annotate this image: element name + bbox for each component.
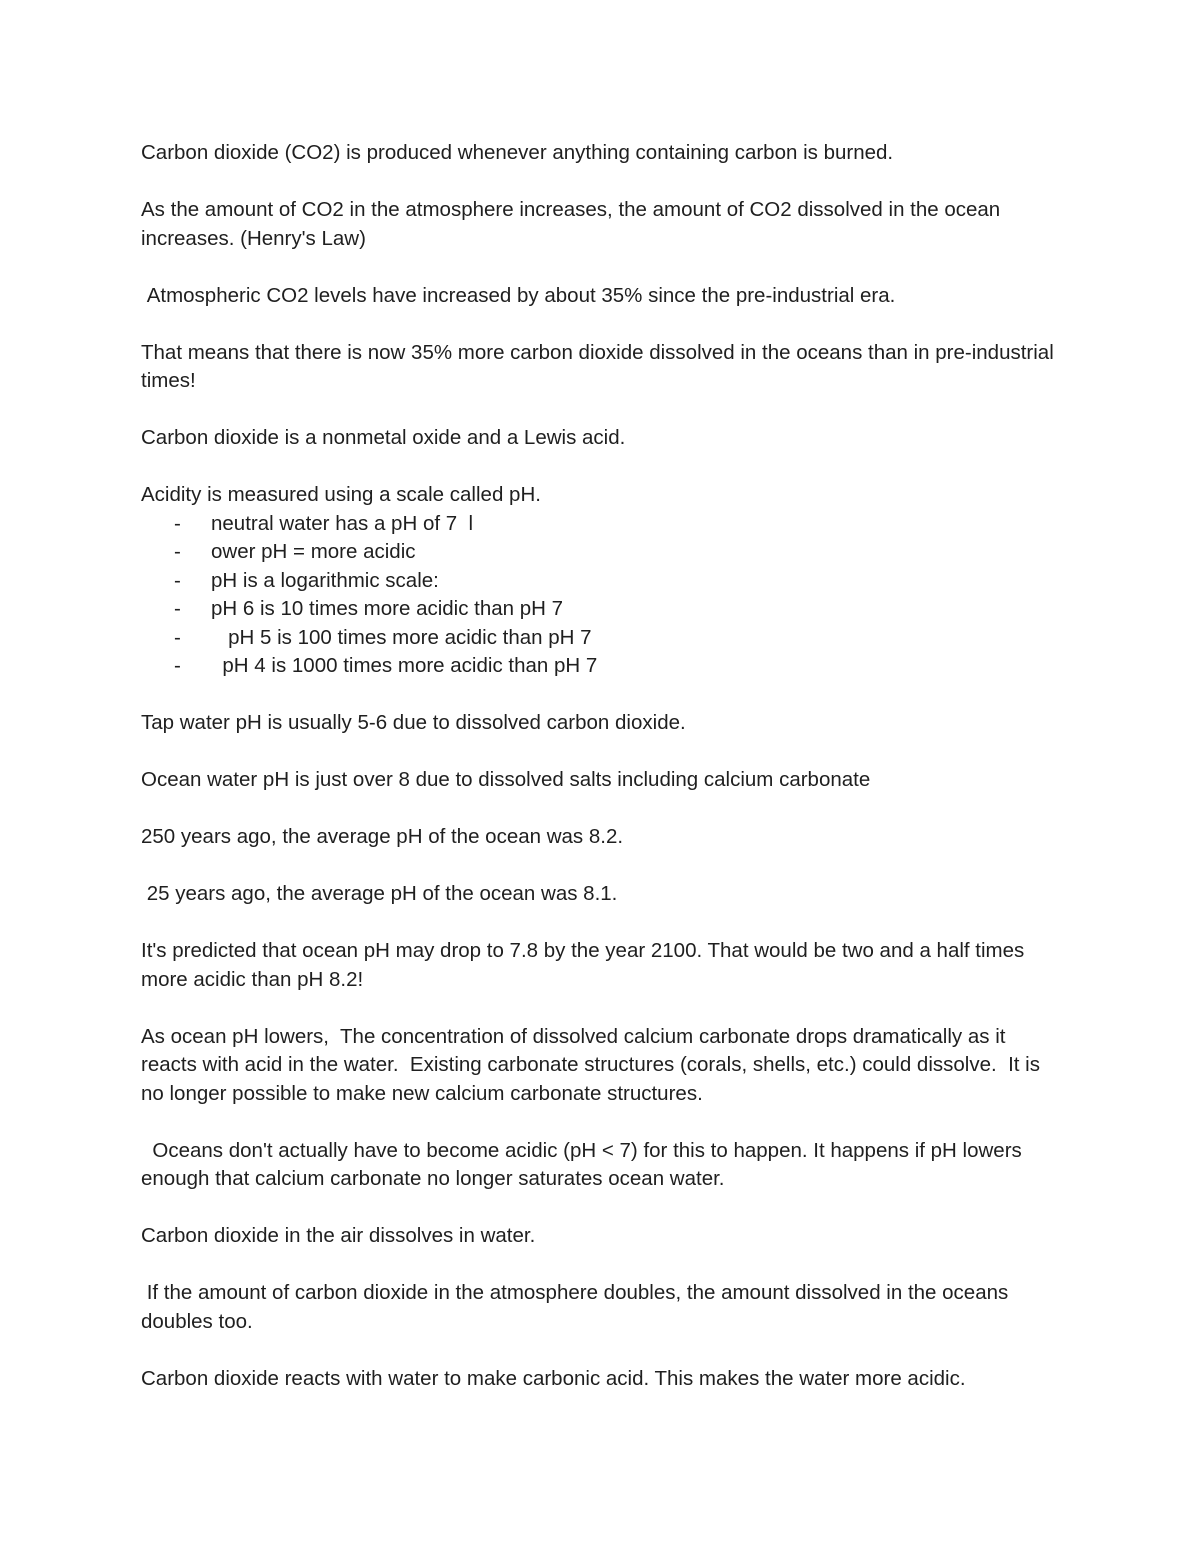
dash-marker: -	[174, 654, 181, 677]
paragraph: Carbon dioxide in the air dissolves in water.	[141, 1224, 536, 1247]
document-body	[141, 139, 1061, 1422]
list-item	[141, 538, 1061, 567]
paragraph: If the amount of carbon dioxide in the atmosphere doubles, the amount dissolved in the oceans doubles too.	[141, 1281, 1014, 1333]
paragraph: Atmospheric CO2 levels have increased by about 35% since the pre-industrial era.	[141, 283, 896, 307]
paragraph: Carbon dioxide (CO2) is produced whenever anything containing carbon is burned.	[141, 141, 894, 164]
paragraph: Carbon dioxide is a nonmetal oxide and a Lewis acid.	[141, 426, 626, 449]
paragraph: Tap water pH is usually 5-6 due to dissolved carbon dioxide.	[141, 711, 686, 734]
list-item	[141, 595, 1061, 624]
dash-marker: -	[174, 540, 181, 563]
paragraph: Carbon dioxide reacts with water to make carbonic acid. This makes the water more acidic.	[141, 1366, 966, 1390]
paragraph: It's predicted that ocean pH may drop to 7.8 by the year 2100. That would be two and a half times more acidic than pH 8.2!	[141, 939, 1030, 991]
list-item	[141, 567, 1061, 596]
list-item	[141, 652, 1061, 681]
list-item-text: neutral water has a pH of 7 l	[211, 511, 474, 535]
paragraph: 25 years ago, the average pH of the ocean was 8.1.	[141, 882, 618, 905]
dash-marker: -	[174, 625, 181, 649]
dash-marker: -	[174, 511, 181, 535]
paragraph: Oceans don't actually have to become acidic (pH < 7) for this to happen. It happens if pH lowers enough that calcium carbonate no longer saturates ocean water.	[141, 1138, 1028, 1190]
list-intro: Acidity is measured using a scale called pH.	[141, 483, 541, 506]
paragraph: 250 years ago, the average pH of the ocean was 8.2.	[141, 825, 624, 848]
paragraph: Ocean water pH is just over 8 due to dissolved salts including calcium carbonate	[141, 768, 871, 791]
dash-marker: -	[174, 597, 181, 620]
paragraph: That means that there is now 35% more carbon dioxide dissolved in the oceans than in pre-industrial times!	[141, 340, 1060, 392]
list-item-text: pH is a logarithmic scale:	[211, 568, 439, 592]
list-item-text: ower pH = more acidic	[211, 540, 416, 563]
list-item	[141, 624, 1061, 653]
list-item	[141, 510, 1061, 539]
paragraph: As ocean pH lowers, The concentration of dissolved calcium carbonate drops dramatically as it reacts with acid in the water. Existing carbonate structures (corals, shells, etc.) could dissolve. It is no longer possible to make new calcium carbonate structures.	[141, 1024, 1046, 1105]
bullet-list	[141, 510, 1061, 681]
dash-marker: -	[174, 568, 181, 592]
list-item-text: pH 6 is 10 times more acidic than pH 7	[211, 597, 564, 620]
paragraph: As the amount of CO2 in the atmosphere increases, the amount of CO2 dissolved in the ocean increases. (Henry's Law)	[141, 198, 1006, 250]
list-item-text: pH 5 is 100 times more acidic than pH 7	[211, 625, 592, 649]
list-item-text: pH 4 is 1000 times more acidic than pH 7	[211, 654, 598, 677]
